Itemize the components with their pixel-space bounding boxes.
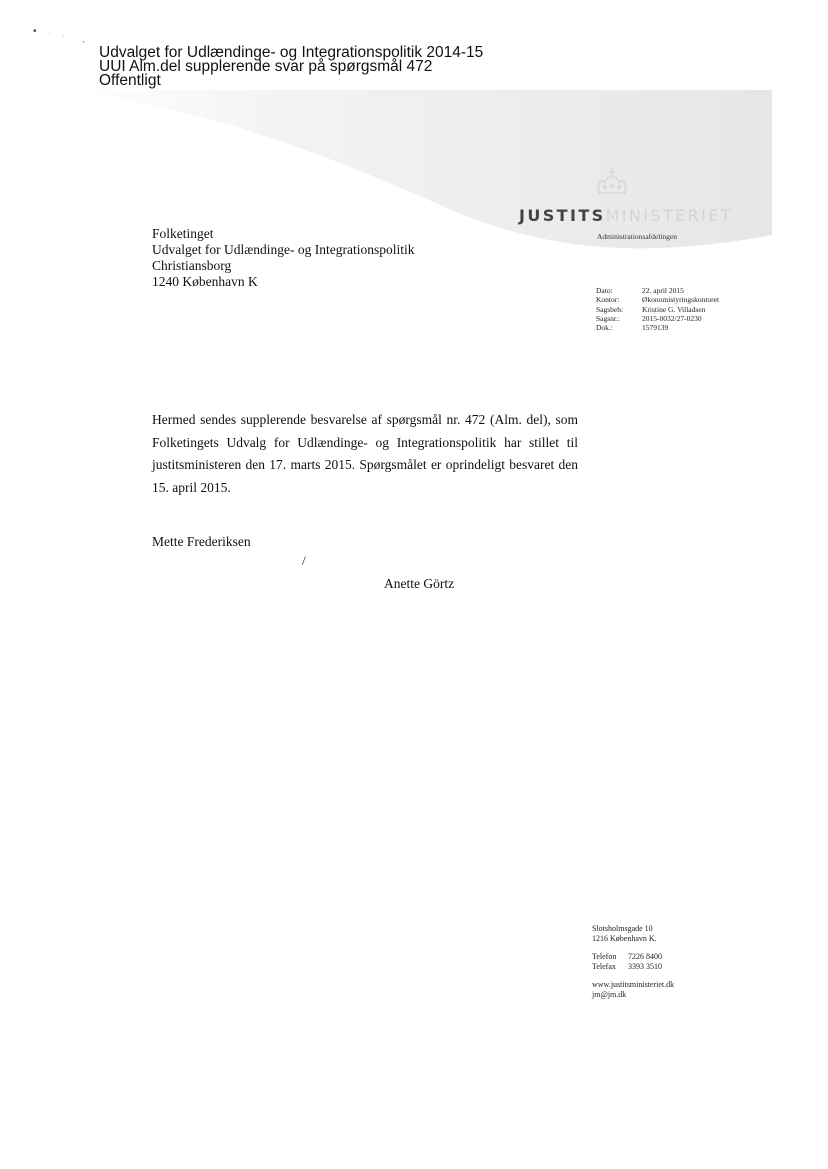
fax-label: Telefax: [592, 962, 616, 971]
meta-value: Økonomistyringskontoret: [642, 295, 720, 305]
meta-row-case-officer: [596, 305, 719, 314]
meta-label: Sagsnr.:: [596, 313, 620, 323]
ministry-contact-footer: [592, 924, 674, 1000]
logo-part-justits: JUSTITS: [519, 206, 606, 225]
stamp-line-status: Offentligt: [99, 72, 161, 89]
cosigner-name: Anette Görtz: [384, 576, 455, 591]
signature-separator: /: [302, 553, 306, 568]
meta-label: Dok.:: [596, 323, 613, 333]
meta-row-case-number: [596, 314, 719, 323]
footer-address-street: Slotsholmsgade 10: [592, 924, 653, 933]
department-name: Administrationsafdelingen: [597, 232, 677, 241]
stamp-line-committee: Udvalget for Udlændinge- og Integrationspolitik 2014-15: [99, 44, 484, 61]
ministry-logo: [519, 206, 733, 225]
phone-value: 7226 8400: [628, 952, 662, 961]
meta-label: Sagsbeh:: [596, 304, 624, 314]
signer-name: Mette Frederiksen: [152, 534, 251, 549]
footer-address-city: 1216 København K.: [592, 934, 657, 943]
meta-value: 22. april 2015: [642, 286, 684, 295]
parliament-stamp: [99, 46, 483, 88]
crown-icon: [592, 167, 632, 199]
footer-fax: [592, 962, 674, 972]
scan-speck: ·: [48, 30, 51, 37]
meta-value: Kristine G. Villadsen: [642, 304, 706, 314]
recipient-address: [152, 226, 414, 290]
footer-phone: [592, 952, 674, 962]
meta-label: Dato:: [596, 286, 613, 295]
letter-body: Hermed sendes supplerende besvarelse af spørgsmål nr. 472 (Alm. del), som Folketingets Udvalg for Udlændinge- og Integrationspolitik har stillet til justitsministeren den 17. marts 2015. Spørgsmålet er oprindeligt besvaret den 15. april 2015.: [152, 412, 578, 496]
meta-row-date: [596, 286, 719, 295]
meta-label: Kontor:: [596, 295, 620, 305]
scan-speck: •: [33, 26, 37, 37]
meta-value: 1579139: [642, 323, 669, 333]
phone-label: Telefon: [592, 952, 617, 961]
scan-speck: `: [82, 40, 85, 50]
recipient-line: Christiansborg: [152, 258, 232, 273]
stamp-line-reference: UUI Alm.del supplerende svar på spørgsmål 472: [99, 58, 433, 75]
recipient-line: Udvalget for Udlændinge- og Integrationspolitik: [152, 242, 415, 257]
meta-row-office: [596, 295, 719, 304]
meta-value: 2015-0032/27-0230: [642, 313, 702, 323]
recipient-line: 1240 København K: [152, 274, 258, 289]
fax-value: 3393 3510: [628, 962, 662, 971]
case-metadata: [596, 286, 719, 332]
footer-email: jm@jm.dk: [592, 990, 627, 999]
recipient-line: Folketinget: [152, 226, 214, 241]
footer-website: www.justitsministeriet.dk: [592, 980, 675, 989]
scan-speck: -: [62, 33, 65, 40]
logo-part-ministeriet: MINISTERIET: [605, 206, 733, 225]
meta-row-document-number: [596, 323, 719, 332]
